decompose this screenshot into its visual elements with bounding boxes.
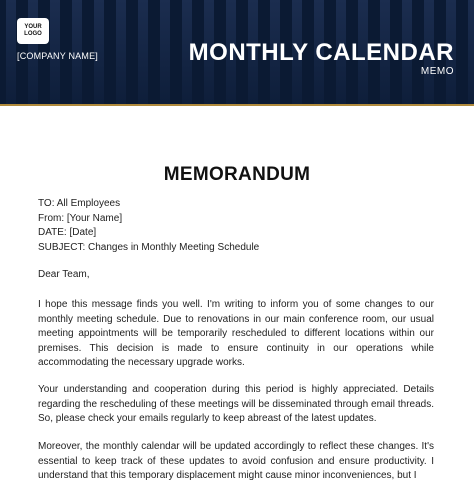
logo-line-1: YOUR <box>24 24 42 30</box>
memo-subject: SUBJECT: Changes in Monthly Meeting Schedule <box>38 241 260 253</box>
company-logo <box>17 18 49 44</box>
document-title: MONTHLY CALENDAR <box>188 39 454 66</box>
document-subtitle: MEMO <box>420 66 454 77</box>
company-name: [COMPANY NAME] <box>17 51 98 61</box>
body-paragraph-1: I hope this message finds you well. I'm writing to inform you of some changes to our monthly meeting schedule. Due to renovations in our main conference room, our usual meeting appointments will be temporarily rescheduled to different locations within our premises. This decision is made to ensure continuity in our operations while accommodating the necessary upgrade works. <box>38 299 434 368</box>
memo-date: DATE: [Date] <box>38 227 97 238</box>
header-bottom-gap <box>0 106 474 114</box>
body-paragraph-2: Your understanding and cooperation during this period is highly appreciated. Details regarding the rescheduling of these meetings will be disseminated through email threads. So, please check your emails regularly to keep abreast of the latest updates. <box>38 384 434 424</box>
body-paragraph-3: Moreover, the monthly calendar will be updated accordingly to reflect these changes. It's essential to keep track of these updates to avoid confusion and ensure productivity. I understand that this temporary displacement might cause minor inconveniences, but I <box>38 441 434 481</box>
header-banner <box>0 0 474 114</box>
memo-heading: MEMORANDUM <box>163 164 311 185</box>
memo-greeting: Dear Team, <box>38 269 90 280</box>
memo-to: TO: All Employees <box>38 198 121 209</box>
memo-meta <box>38 197 259 255</box>
logo-line-2: LOGO <box>24 31 42 37</box>
memo-from: From: [Your Name] <box>38 212 123 224</box>
